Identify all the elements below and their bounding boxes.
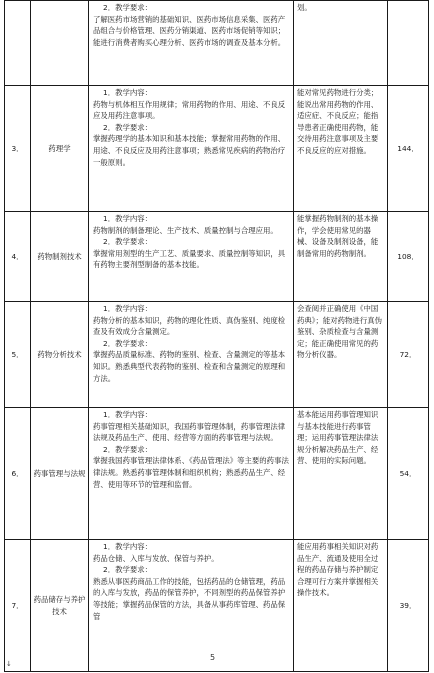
course-content (89, 1, 294, 86)
course-content (89, 212, 294, 302)
skill-requirement (294, 540, 388, 672)
table-row (5, 1, 429, 86)
requirement-text: 基本能运用药事管理知识与基本技能进行药事管理；运用药事管理法律法规分析解决药品生产、经营、使用的实际问题。 (297, 410, 379, 466)
content-line: 1．教学内容： (103, 542, 153, 551)
course-content (89, 408, 294, 540)
content-line: 熟悉从事医药商品工作的技能，包括药品的仓储管理，药品的入库与发放，药品的保管养护，不同剂型的药品保管养护等技能；掌握药品保管的方法，具备从事药库管理、药品保管 (93, 576, 286, 621)
course-name: 药事管理与法规 (31, 408, 89, 540)
skill-requirement (294, 1, 388, 86)
content-line: 1．教学内容： (103, 304, 153, 313)
content-line: 1．教学内容： (103, 214, 153, 223)
course-hours: 108． (388, 212, 429, 302)
table-row (5, 212, 429, 302)
row-number: 3． (5, 86, 31, 212)
content-line: 掌握药理学的基本知识和基本技能；掌握常用药物的作用、用途、不良反应及用药注意事项；熟悉常见疾病的药物治疗一般原则。 (93, 134, 286, 167)
course-content (89, 86, 294, 212)
course-name: 药理学 (31, 86, 89, 212)
content-line: 1．教学内容： (103, 410, 153, 419)
content-line: 1．教学内容： (103, 88, 153, 97)
content-line: 药物与机体相互作用规律；常用药物的作用、用途、不良反应及用药注意事项。 (93, 99, 286, 121)
content-line: 2．教学要求： (103, 565, 153, 575)
course-hours: 72． (388, 302, 429, 408)
row-number: 5． (5, 302, 31, 408)
content-line: 药品仓储、入库与发放、保管与养护。 (93, 553, 219, 563)
skill-requirement (294, 408, 388, 540)
content-line: 2．教学要求： (103, 122, 153, 132)
table-row (5, 408, 429, 540)
content-line: 药事管理相关基础知识，我国药事管理体制，药事管理法律法规及药品生产、使用、经营等方面的药事管理与法规。 (93, 421, 286, 443)
course-content (89, 540, 294, 672)
requirement-text: 能对常见药物进行分类；能说出常用药物的作用、适应症、不良反应；能指导患者正确使用药物，能交待用药注意事项及主要不良反应的应对措施。 (297, 88, 379, 155)
skill-requirement (294, 302, 388, 408)
row-number: 6． (5, 408, 31, 540)
course-name: 药物分析技术 (31, 302, 89, 408)
page-number: 5 (210, 653, 216, 662)
requirement-text: 能应用药事相关知识对药品生产、流通及使用全过程的药品存储与养护制定合理可行方案并掌握相关操作技术。 (297, 542, 379, 598)
content-line: 药物分析的基本知识，药物的理化性质、真伪鉴别、纯度检查及有效成分含量测定。 (93, 315, 286, 337)
course-name: 药物制剂技术 (31, 212, 89, 302)
requirement-text: 会查阅并正确使用《中国药典》；能对药物进行真伪鉴别、杂质检查与含量测定；能正确使用常见的药物分析仪器。 (297, 304, 382, 360)
course-hours: 54． (388, 408, 429, 540)
course-hours (388, 1, 429, 86)
requirement-text: 划。 (297, 3, 312, 12)
content-line: 掌握药品质量标准、药物的鉴别、检查、含量测定的等基本知识。熟悉典型代表药物的鉴别、检查和含量测定的原理和方法。 (93, 350, 286, 383)
requirement-text: 能掌握药物制剂的基本操作，学会使用常见的器械、设备及制剂设备，能制备常用的药物制剂。 (297, 214, 379, 258)
content-line: 掌握常用剂型的生产工艺、质量要求、质量控制等知识，具有药物主要剂型制备的基本技能。 (93, 248, 286, 270)
course-hours: 39． (388, 540, 429, 672)
course-name (31, 1, 89, 86)
paragraph-mark: ↓ (6, 660, 12, 668)
table-row (5, 540, 429, 672)
content-line: 2．教学要求： (103, 338, 153, 348)
table-row (5, 302, 429, 408)
course-hours: 144． (388, 86, 429, 212)
skill-requirement (294, 86, 388, 212)
content-line: 2．教学要求： (103, 444, 153, 454)
content-line: 掌握我国药事管理法律体系、《药品管理法》等主要的药事法律法规。熟悉药事管理体制和组织机构；熟悉药品生产、经营、使用等环节的管理和监督。 (93, 456, 289, 489)
content-line: 药物制剂的制备理论、生产技术、质量控制与合理应用。 (93, 225, 278, 235)
content-line: 2．教学要求： (103, 237, 153, 247)
course-content (89, 302, 294, 408)
content-line: 2．教学要求： (103, 3, 153, 12)
row-number: 4． (5, 212, 31, 302)
row-number: 7． (5, 540, 31, 672)
course-table (4, 0, 429, 672)
table-row (5, 86, 429, 212)
content-line: 了解医药市场营销的基础知识、医药市场信息采集、医药产品组合与价格管理、医药分销渠道、医药市场促销等知识；能进行消费者购买心理分析、医药市场的调查及基本分析。 (93, 14, 286, 47)
row-number (5, 1, 31, 86)
course-name: 药品储存与养护技术 (31, 540, 89, 672)
skill-requirement (294, 212, 388, 302)
